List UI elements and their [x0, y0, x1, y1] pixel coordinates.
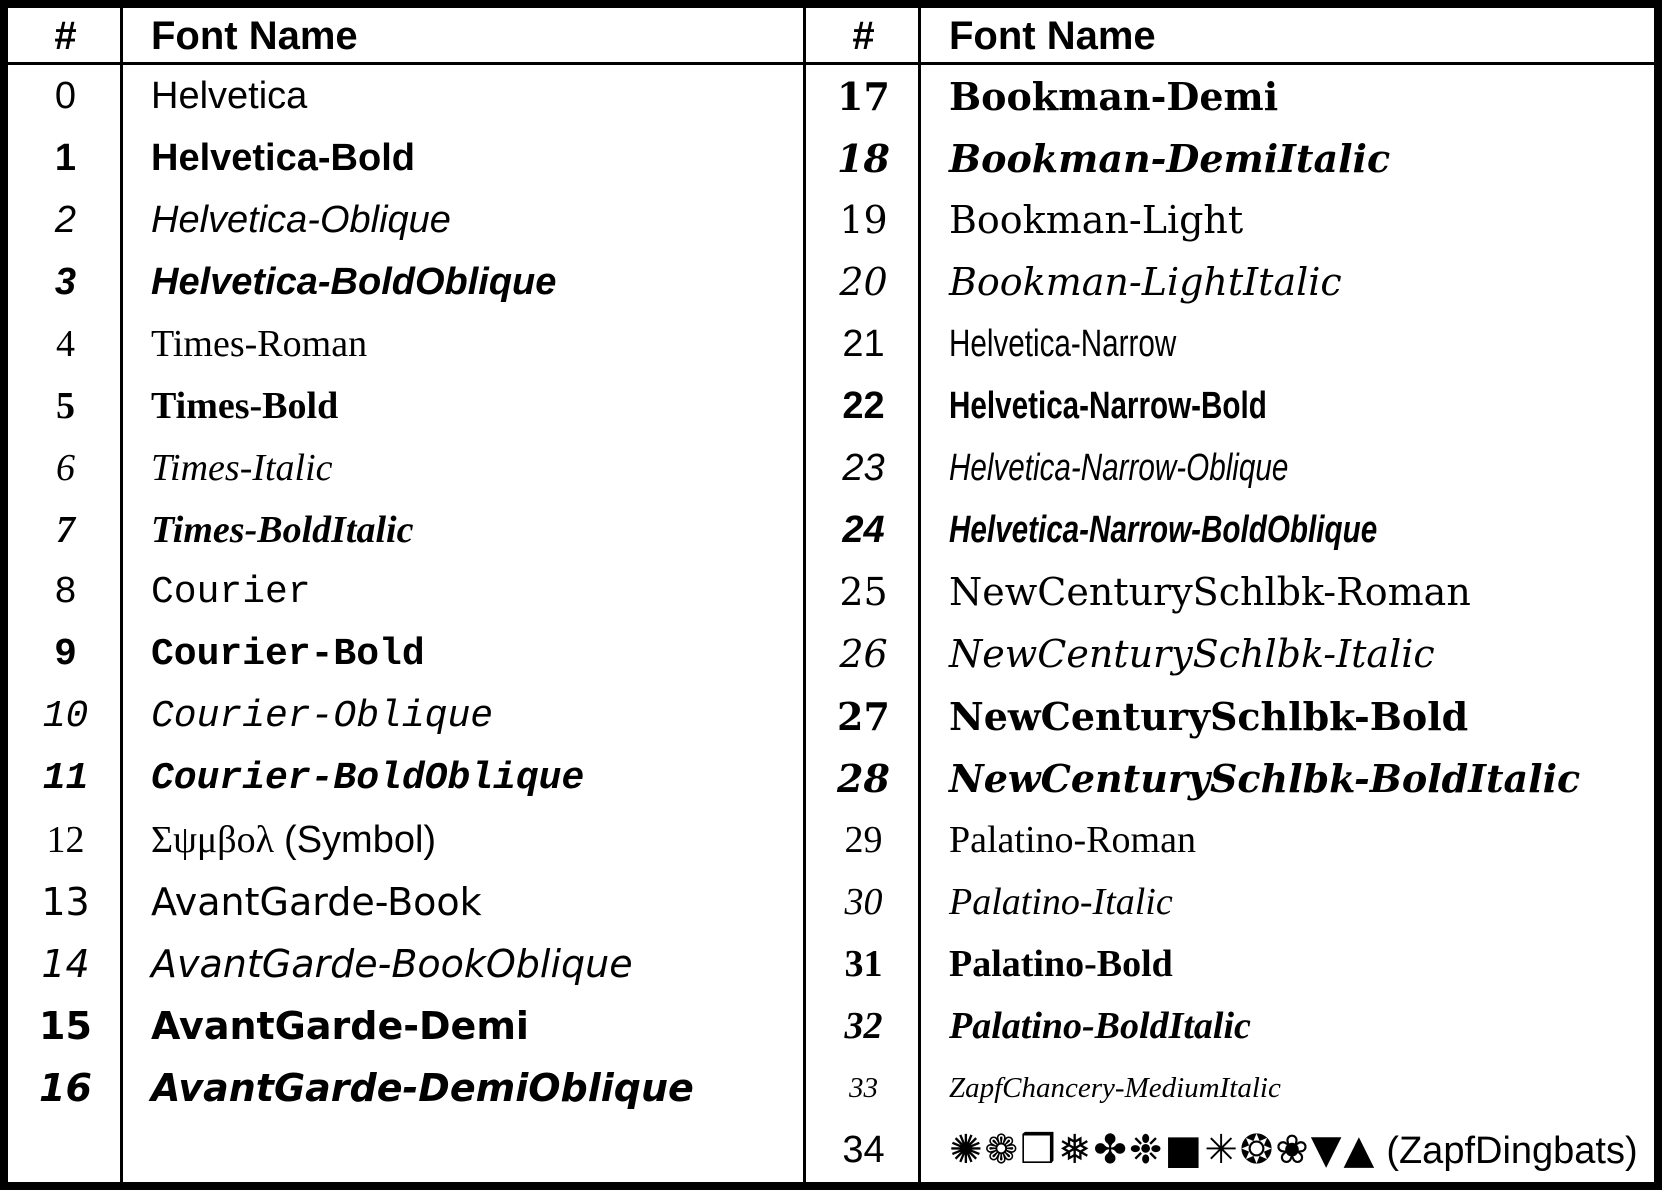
- font-name-sample: AvantGarde-Demi: [151, 1004, 529, 1048]
- font-row: [806, 1119, 1654, 1181]
- font-number: 19: [839, 198, 888, 242]
- font-number: 25: [839, 570, 888, 614]
- font-rows-right: [806, 65, 1654, 1181]
- font-row: [8, 189, 803, 251]
- font-number: 6: [56, 447, 75, 489]
- font-name-sample: Palatino-Bold: [949, 943, 1173, 985]
- font-name-cell: [921, 260, 1654, 304]
- font-name-cell: [921, 136, 1654, 181]
- font-name-cell: [921, 818, 1654, 862]
- font-row: [8, 933, 803, 995]
- font-number: 14: [41, 942, 90, 986]
- font-row: [806, 871, 1654, 933]
- font-name-cell: [921, 756, 1654, 801]
- font-rows-left: [8, 65, 803, 1119]
- font-number: 12: [46, 819, 85, 861]
- font-row: [806, 561, 1654, 623]
- header-row: [8, 8, 803, 65]
- font-number: 28: [837, 755, 890, 801]
- font-row: [806, 375, 1654, 437]
- font-name-cell: [921, 447, 1654, 490]
- font-name-sample: Helvetica-BoldOblique: [151, 260, 557, 303]
- font-number: 15: [39, 1004, 92, 1048]
- font-number: 23: [842, 446, 885, 489]
- font-number: 5: [56, 385, 75, 427]
- font-name-cell: [921, 1004, 1654, 1048]
- font-name-sample: Helvetica-Narrow-BoldOblique: [949, 508, 1378, 551]
- font-row: [8, 251, 803, 313]
- font-name-cell: [921, 570, 1654, 614]
- font-row: [8, 437, 803, 499]
- font-name-cell: [921, 694, 1654, 739]
- font-name-cell: [123, 199, 803, 242]
- font-number: 31: [844, 943, 883, 985]
- font-number: 7: [56, 509, 75, 551]
- font-row: [8, 871, 803, 933]
- font-name-sample: NewCenturySchlbk-BoldItalic: [949, 755, 1581, 801]
- font-name-sample: Σψμβολ: [151, 819, 275, 861]
- font-number: 2: [54, 198, 77, 241]
- font-name-cell: [123, 508, 803, 552]
- font-number: 10: [42, 694, 89, 738]
- font-name-suffix: (ZapfDingbats): [1386, 1130, 1638, 1172]
- font-row: [806, 437, 1654, 499]
- font-name-cell: [921, 880, 1654, 924]
- font-name-cell: [123, 1004, 803, 1048]
- font-name-sample: Times-Italic: [151, 447, 333, 489]
- font-row: [806, 65, 1654, 127]
- font-name-cell: [123, 137, 803, 180]
- font-row: [8, 127, 803, 189]
- font-name-sample: Palatino-Italic: [949, 881, 1173, 923]
- font-number: 9: [54, 632, 77, 676]
- font-row: [8, 65, 803, 127]
- font-number: 32: [844, 1005, 883, 1047]
- font-number: 20: [839, 260, 888, 304]
- font-number: 16: [39, 1066, 92, 1110]
- font-row: [806, 499, 1654, 561]
- font-name-sample: Courier-BoldOblique: [151, 756, 585, 800]
- font-name-suffix: (Symbol): [284, 819, 437, 861]
- font-number: 26: [839, 632, 888, 676]
- font-name-cell: [123, 322, 803, 366]
- font-number: 13: [41, 880, 90, 924]
- font-row: [806, 313, 1654, 375]
- font-row: [8, 499, 803, 561]
- font-name-sample: Palatino-BoldItalic: [949, 1005, 1251, 1047]
- font-name-cell: [123, 571, 803, 614]
- header-font-name-label: Font Name: [151, 14, 358, 58]
- font-number: 11: [42, 756, 89, 800]
- font-row: [8, 995, 803, 1057]
- font-name-sample: Helvetica-Narrow-Oblique: [949, 446, 1289, 489]
- font-row: [806, 127, 1654, 189]
- font-number: 18: [837, 135, 890, 181]
- font-row: [8, 747, 803, 809]
- font-name-sample: Bookman-Demi: [949, 73, 1279, 119]
- font-name-sample: AvantGarde-Book: [151, 880, 482, 924]
- font-number: 22: [842, 384, 885, 427]
- font-number: 30: [844, 881, 883, 923]
- font-row: [8, 623, 803, 685]
- font-name-sample: Helvetica-Bold: [151, 136, 415, 179]
- font-name-sample: Times-BoldItalic: [151, 509, 414, 551]
- font-name-cell: [123, 1066, 803, 1110]
- header-font-name-label: Font Name: [949, 14, 1156, 58]
- font-row: [8, 313, 803, 375]
- font-name-cell: [921, 509, 1654, 552]
- font-number: 34: [842, 1128, 885, 1171]
- font-name-cell: [921, 632, 1654, 676]
- font-row: [806, 747, 1654, 809]
- font-name-cell: [123, 695, 803, 738]
- font-number: 29: [844, 819, 883, 861]
- font-row: [8, 1057, 803, 1119]
- font-name-sample: AvantGarde-BookOblique: [151, 942, 633, 986]
- font-row: [806, 623, 1654, 685]
- font-table-right-panel: [803, 8, 1654, 1182]
- font-name-sample: Helvetica: [151, 74, 308, 117]
- font-number: 8: [54, 570, 77, 614]
- font-name-sample: Palatino-Roman: [949, 819, 1196, 861]
- font-number: 24: [842, 508, 885, 551]
- font-name-sample: ZapfChancery-MediumItalic: [949, 1071, 1281, 1104]
- font-name-cell: [123, 942, 803, 986]
- font-name-cell: [123, 75, 803, 118]
- font-name-sample: Bookman-DemiItalic: [949, 135, 1391, 181]
- font-name-cell: [123, 384, 803, 428]
- header-number-label: #: [852, 14, 875, 58]
- font-name-sample: Helvetica-Narrow: [949, 322, 1177, 365]
- font-number: 0: [54, 74, 77, 117]
- font-name-sample: Helvetica-Oblique: [151, 198, 451, 241]
- font-row: [806, 251, 1654, 313]
- font-number: 1: [54, 136, 77, 179]
- font-number: 27: [837, 693, 890, 739]
- font-name-cell: [921, 385, 1654, 428]
- font-name-sample: Times-Roman: [151, 323, 368, 365]
- font-name-sample: Helvetica-Narrow-Bold: [949, 384, 1267, 427]
- font-name-cell: [921, 198, 1654, 242]
- font-name-cell: [123, 880, 803, 924]
- font-number: 21: [842, 322, 885, 365]
- font-name-sample: Courier: [151, 570, 311, 614]
- font-name-cell: [123, 818, 803, 862]
- font-row: [8, 561, 803, 623]
- font-name-sample: NewCenturySchlbk-Roman: [949, 570, 1471, 614]
- font-name-cell: [921, 1072, 1654, 1105]
- font-name-sample: Bookman-LightItalic: [949, 260, 1342, 304]
- font-name-cell: [921, 74, 1654, 119]
- font-name-sample: NewCenturySchlbk-Bold: [949, 693, 1469, 739]
- font-number: 4: [56, 323, 75, 365]
- font-name-sample: Times-Bold: [151, 385, 339, 427]
- font-name-sample: Courier-Bold: [151, 632, 425, 676]
- font-name-sample: NewCenturySchlbk-Italic: [949, 632, 1435, 676]
- font-row: [806, 685, 1654, 747]
- font-row: [806, 189, 1654, 251]
- header-row: [806, 8, 1654, 65]
- font-name-cell: [123, 757, 803, 800]
- font-name-cell: [921, 323, 1654, 366]
- font-row: [8, 685, 803, 747]
- font-name-sample: Bookman-Light: [949, 198, 1244, 242]
- font-row: [806, 995, 1654, 1057]
- font-number: 3: [54, 260, 77, 303]
- font-row: [806, 933, 1654, 995]
- font-name-sample: Courier-Oblique: [151, 694, 494, 738]
- font-row: [8, 809, 803, 871]
- font-row: [806, 1057, 1654, 1119]
- font-number: 33: [849, 1071, 878, 1104]
- font-name-cell: [123, 633, 803, 676]
- font-row: [8, 375, 803, 437]
- font-name-cell: [921, 942, 1654, 986]
- font-name-cell: [123, 261, 803, 304]
- font-name-cell: [123, 446, 803, 490]
- header-number-label: #: [54, 14, 77, 58]
- font-table-left-panel: [8, 8, 803, 1182]
- font-name-sample: AvantGarde-DemiOblique: [151, 1066, 694, 1110]
- font-number: 17: [837, 73, 890, 119]
- dingbats-sample: ✺❁❒❅✤❉■✳❂❀▼▲: [949, 1127, 1377, 1173]
- font-name-cell: [921, 1127, 1654, 1173]
- font-row: [806, 809, 1654, 871]
